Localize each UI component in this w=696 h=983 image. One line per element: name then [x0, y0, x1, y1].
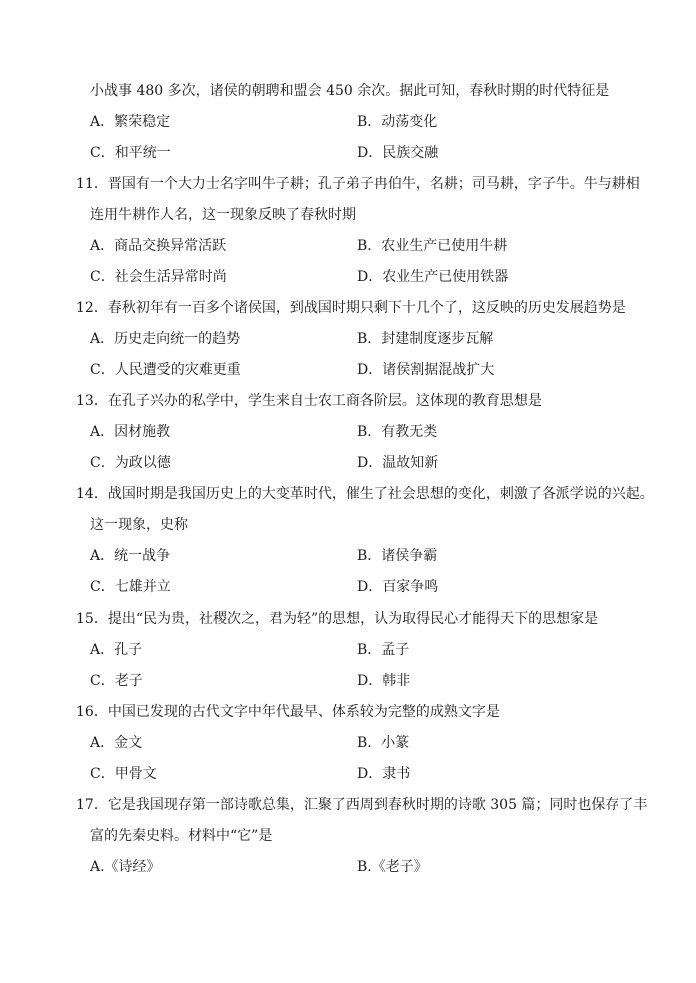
question-17-stem: 17．它是我国现存第一部诗歌总集，汇聚了西周到春秋时期的诗歌 305 篇；同时也保存了丰	[76, 797, 648, 813]
option-d: D．百家争鸣	[357, 579, 439, 595]
option-row	[90, 266, 650, 288]
option-b: B．农业生产已使用牛耕	[357, 238, 508, 254]
option-a: A．繁荣稳定	[90, 114, 171, 130]
option-row	[90, 111, 650, 133]
option-a: A.《诗经》	[90, 859, 161, 875]
option-c: C．人民遭受的灾难更重	[90, 362, 241, 378]
option-d: D．农业生产已使用铁器	[357, 269, 509, 285]
option-b: B．封建制度逐步瓦解	[357, 331, 494, 347]
option-b: B.《老子》	[357, 859, 428, 875]
option-a: A．孔子	[90, 642, 143, 658]
option-row	[90, 670, 650, 692]
option-row	[90, 235, 650, 257]
question-11-stem-cont: 连用牛耕作人名，这一现象反映了春秋时期	[90, 207, 356, 223]
option-row	[90, 421, 650, 443]
question-14-stem: 14．战国时期是我国历史上的大变革时代，催生了社会思想的变化，刺激了各派学说的兴起。	[76, 486, 654, 502]
option-row	[90, 856, 650, 878]
question-11-stem: 11．晋国有一个大力士名字叫牛子耕；孔子弟子冉伯牛，名耕；司马耕，字子牛。牛与耕相	[76, 176, 640, 192]
option-row	[90, 359, 650, 381]
option-row	[90, 639, 650, 661]
option-a: A．因材施教	[90, 424, 171, 440]
option-b: B．小篆	[357, 735, 410, 751]
option-c: C．社会生活异常时尚	[90, 269, 227, 285]
option-d: D．温故知新	[357, 455, 439, 471]
question-16-stem: 16．中国已发现的古代文字中年代最早、体系较为完整的成熟文字是	[76, 704, 500, 720]
option-c: C．甲骨文	[90, 766, 157, 782]
option-d: D．韩非	[357, 673, 411, 689]
option-row	[90, 763, 650, 785]
option-row	[90, 452, 650, 474]
option-c: C．为政以德	[90, 455, 171, 471]
question-stem-line: 小战事 480 多次，诸侯的朝聘和盟会 450 余次。据此可知，春秋时期的时代特征是	[90, 83, 610, 99]
option-c: C．老子	[90, 673, 143, 689]
option-row	[90, 732, 650, 754]
option-row	[90, 576, 650, 598]
question-14-stem-cont: 这一现象，史称	[90, 517, 188, 533]
option-b: B．诸侯争霸	[357, 548, 438, 564]
option-d: D．民族交融	[357, 145, 439, 161]
option-b: B．有教无类	[357, 424, 438, 440]
option-row	[90, 142, 650, 164]
option-c: C．七雄并立	[90, 579, 171, 595]
option-a: A．商品交换异常活跃	[90, 238, 227, 254]
question-15-stem: 15．提出“民为贵，社稷次之，君为轻”的思想，认为取得民心才能得天下的思想家是	[76, 611, 599, 627]
option-d: D．诸侯割据混战扩大	[357, 362, 495, 378]
option-row	[90, 545, 650, 567]
option-b: B．动荡变化	[357, 114, 438, 130]
option-a: A．统一战争	[90, 548, 171, 564]
option-d: D．隶书	[357, 766, 411, 782]
option-a: A．历史走向统一的趋势	[90, 331, 241, 347]
option-c: C．和平统一	[90, 145, 171, 161]
option-row	[90, 328, 650, 350]
question-12-stem: 12．春秋初年有一百多个诸侯国，到战国时期只剩下十几个了，这反映的历史发展趋势是	[76, 300, 626, 316]
option-b: B．孟子	[357, 642, 410, 658]
question-17-stem-cont: 富的先秦史料。材料中“它”是	[90, 828, 273, 844]
option-a: A．金文	[90, 735, 143, 751]
question-13-stem: 13．在孔子兴办的私学中，学生来自士农工商各阶层。这体现的教育思想是	[76, 393, 542, 409]
